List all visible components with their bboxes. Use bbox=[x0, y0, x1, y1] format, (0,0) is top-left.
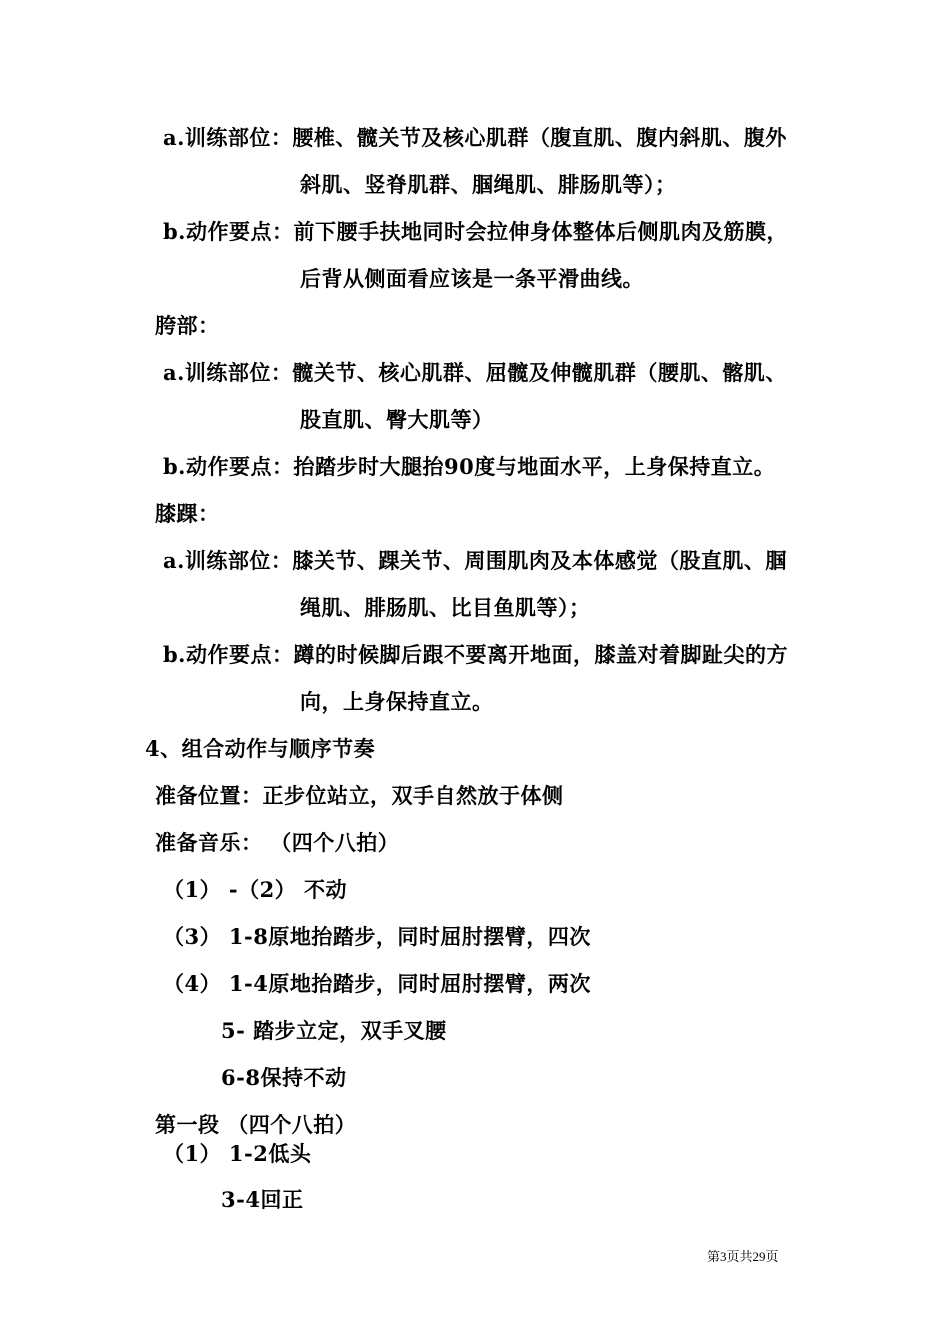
page-footer: 第3页共29页 bbox=[707, 1249, 779, 1264]
text-line: b.动作要点：前下腰手扶地同时会拉伸身体整体后侧肌肉及筋膜， bbox=[163, 219, 788, 244]
section-heading: 胯部： bbox=[155, 313, 220, 338]
text-line: 向，上身保持直立。 bbox=[300, 689, 494, 714]
text-line: 3-4回正 bbox=[221, 1187, 304, 1212]
text-line: （1） -（2） 不动 bbox=[163, 877, 348, 902]
text-line: （1） 1-2低头 bbox=[163, 1141, 312, 1166]
text-line: a.训练部位：髋关节、核心肌群、屈髋及伸髋肌群（腰肌、髂肌、 bbox=[163, 360, 787, 385]
text-line: 准备位置：正步位站立，双手自然放于体侧 bbox=[155, 783, 564, 808]
text-line: a.训练部位：膝关节、踝关节、周围肌肉及本体感觉（股直肌、腘 bbox=[163, 548, 787, 573]
text-line: 斜肌、竖脊肌群、腘绳肌、腓肠肌等）； bbox=[300, 172, 677, 197]
text-line: （3） 1-8原地抬踏步，同时屈肘摆臂，四次 bbox=[163, 924, 591, 949]
section-heading: 4、组合动作与顺序节奏 bbox=[145, 736, 376, 761]
text-line: 后背从侧面看应该是一条平滑曲线。 bbox=[300, 266, 644, 291]
text-line: a.训练部位：腰椎、髋关节及核心肌群（腹直肌、腹内斜肌、腹外 bbox=[163, 125, 787, 150]
section-heading: 第一段 （四个八拍） bbox=[155, 1112, 357, 1137]
text-line: 准备音乐： （四个八拍） bbox=[155, 830, 400, 855]
text-line: b.动作要点：蹲的时候脚后跟不要离开地面，膝盖对着脚趾尖的方 bbox=[163, 642, 788, 667]
text-line: 绳肌、腓肠肌、比目鱼肌等）； bbox=[300, 595, 591, 620]
text-line: b.动作要点：抬踏步时大腿抬90度与地面水平，上身保持直立。 bbox=[163, 454, 776, 479]
text-line: 5- 踏步立定，双手叉腰 bbox=[221, 1018, 447, 1043]
text-line: （4） 1-4原地抬踏步，同时屈肘摆臂，两次 bbox=[163, 971, 591, 996]
section-heading: 膝踝： bbox=[155, 501, 220, 526]
text-line: 股直肌、臀大肌等） bbox=[300, 407, 494, 432]
text-line: 6-8保持不动 bbox=[221, 1065, 347, 1090]
